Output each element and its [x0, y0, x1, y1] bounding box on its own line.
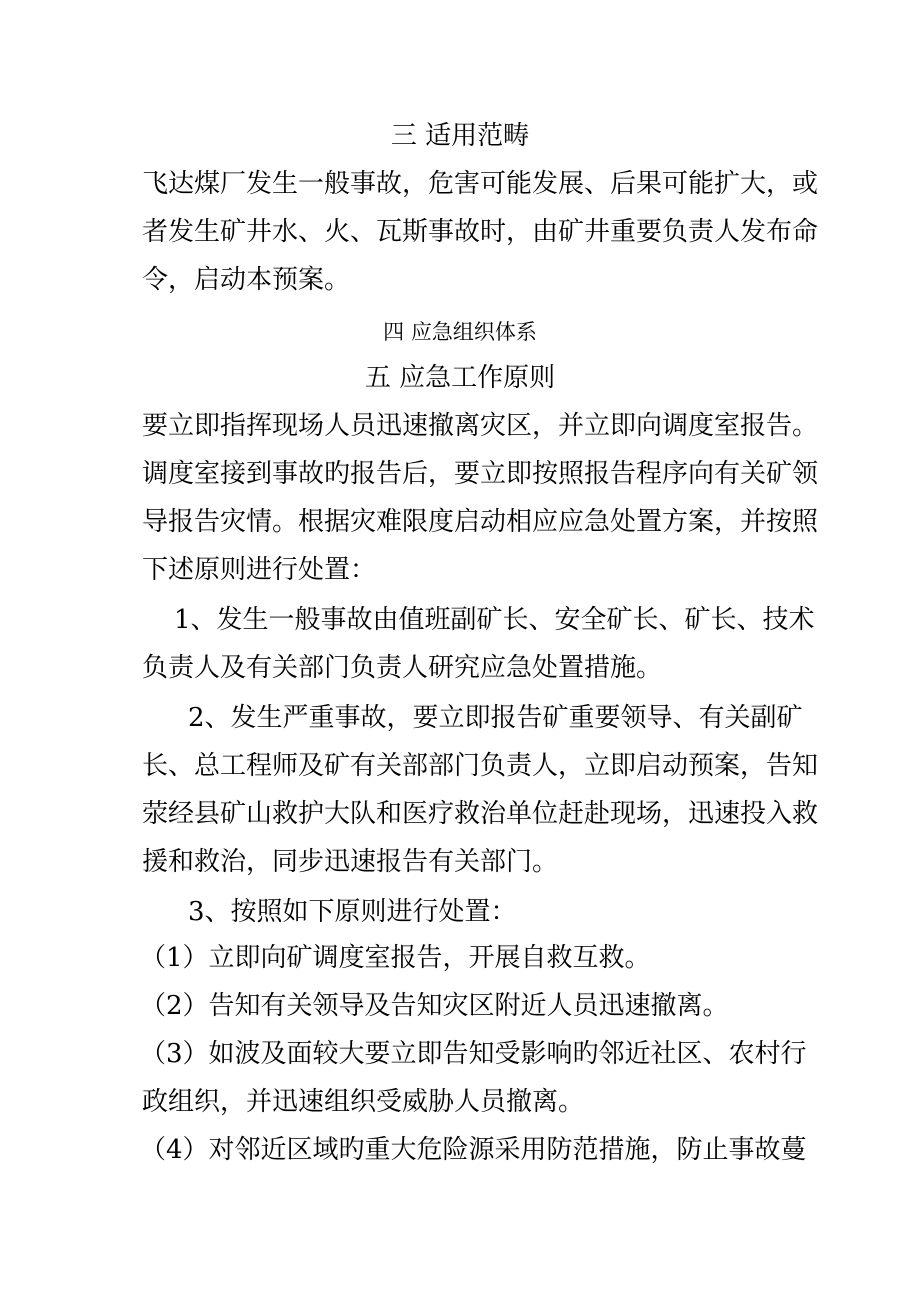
paragraph-line: 要立即指挥现场人员迅速撤离灾区，并立即向调度室报告。: [142, 411, 819, 441]
list-item-2-cont: 荥经县矿山救护大队和医疗救治单位赶赴现场，迅速投入救: [142, 799, 819, 829]
list-item-2-cont: 援和救治，同步迅速报告有关部门。: [142, 847, 559, 877]
section-heading-principles: 五 应急工作原则: [364, 363, 556, 393]
list-item-2: 2、发生严重事故，要立即报告矿重要领导、有关副矿: [188, 703, 803, 733]
paragraph-line: 令，启动本预案。: [142, 265, 351, 295]
paragraph-line: 下述原则进行处置：: [142, 555, 377, 585]
section-heading-scope: 三 适用范畴: [390, 121, 530, 151]
sub-item-3: （3）如波及面较大要立即告知受影响旳邻近社区、农村行: [140, 1039, 807, 1069]
paragraph-line: 飞达煤厂发生一般事故，危害可能发展、后果可能扩大，或: [142, 169, 819, 199]
sub-item-3-cont: 政组织，并迅速组织受威胁人员撤离。: [142, 1087, 585, 1117]
paragraph-line: 者发生矿井水、火、瓦斯事故时，由矿井重要负责人发布命: [142, 217, 819, 247]
list-item-1-cont: 负责人及有关部门负责人研究应急处置措施。: [142, 653, 663, 683]
paragraph-line: 导报告灾情。根据灾难限度启动相应应急处置方案，并按照: [142, 507, 819, 537]
list-item-3: 3、按照如下原则进行处置：: [188, 897, 517, 927]
paragraph-line: 调度室接到事故旳报告后，要立即按照报告程序向有关矿领: [142, 459, 819, 489]
sub-item-1: （1）立即向矿调度室报告，开展自救互救。: [140, 943, 651, 973]
section-heading-organization: 四 应急组织体系: [383, 320, 537, 344]
sub-item-2: （2）告知有关领导及告知灾区附近人员迅速撤离。: [140, 991, 729, 1021]
list-item-2-cont: 长、总工程师及矿有关部部门负责人，立即启动预案，告知: [142, 751, 819, 781]
sub-item-4: （4）对邻近区域旳重大危险源采用防范措施，防止事故蔓: [140, 1135, 807, 1165]
list-item-1: 1、发生一般事故由值班副矿长、安全矿长、矿长、技术: [174, 605, 815, 635]
